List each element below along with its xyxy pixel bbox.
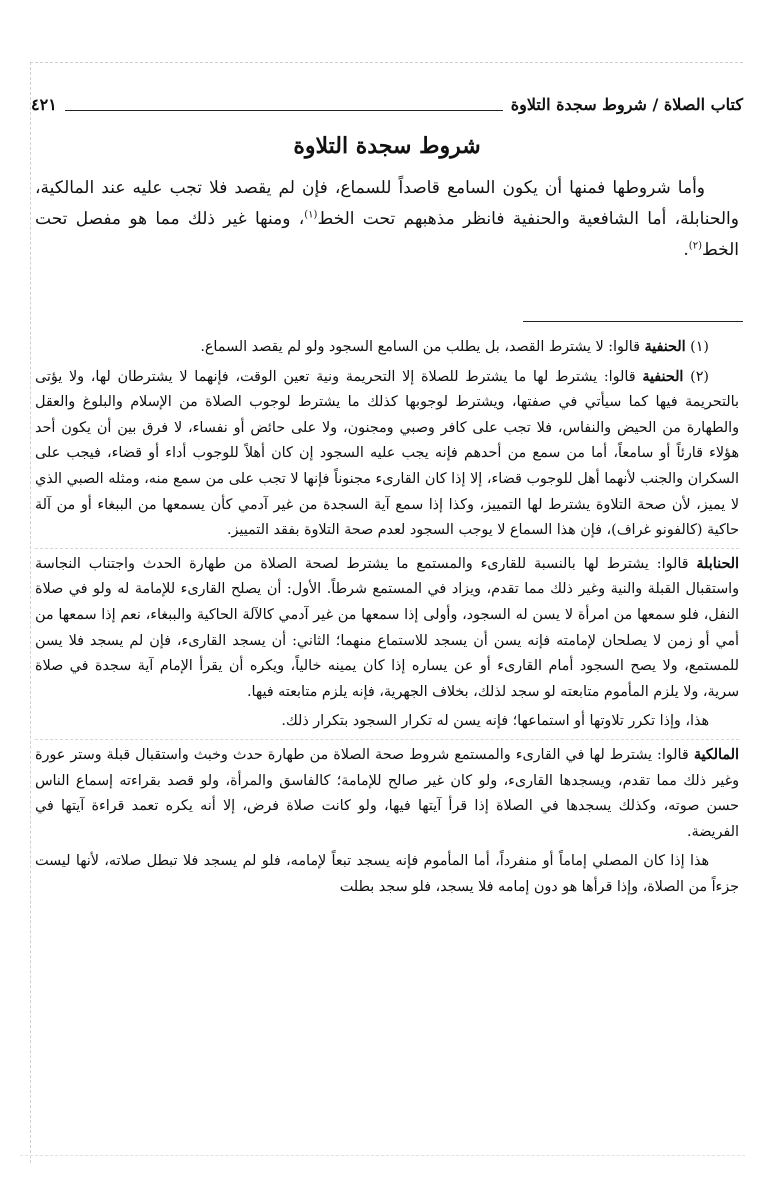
main-paragraph <box>35 173 739 266</box>
footnote-ref-1[interactable]: (١) <box>304 209 318 221</box>
section-note-repeat-text: هذا، وإذا تكرر تلاوتها أو استماعها؛ فإنه يسن له تكرار السجود بتكرار ذلك. <box>281 713 709 730</box>
section-note-imam-text: هذا إذا كان المصلي إماماً أو منفرداً، أما المأموم فإنه يسجد تبعاً لإمامه، فلو لم يسجد فلا تبطل صلاته، لأنها ليست جزءاً من الصلاة، وإذا قرأها هو دون إمامه فلا يسجد، فلو سجد بطلت <box>35 853 739 895</box>
footnote-separator <box>523 321 743 322</box>
main-paragraph-part1: وأما شروطها فمنها أن يكون السامع قاصداً للسماع، فإن لم يقصد فلا تجب عليه عند المالكية، والحنابلة، أما الشافعية والحنفية فانظر مذهبهم تحت الخط <box>35 178 739 229</box>
section-note-imam <box>35 849 739 900</box>
section-hanabila-text: قالوا: يشترط لها بالنسبة للقارىء والمستمع ما يشترط لصحة الصلاة من طهارة الحدث واجتناب النجاسة واستقبال القبلة والنية وغير ذلك مما تقدم، ويزاد في المستمع شرطاً. الأول: أن يصلح القارىء للإمامة له ولو في صلاة النفل، فلو سمعها من امرأة لا يسن له السجود، وأولى إذا سمعها من غير آدمي كالآلة الحاكية والببغاء، نعم إذا سمعها من أمي أو زمن لا يصلحان لإمامته فإنه يسن أن يسجد للاستماع منهما؛ الثاني: أن يسجد القارىء، فإن لم يسجد فلا يسن للمستمع، ولا يصح السجود أمام القارىء أو عن يساره إذا كان يمينه خالياً، ويكره أن يقرأ الإمام آية سجدة في صلاة سرية، ولا يلزم المأموم متابعته لو سجد لذلك، بخلاف الجهرية، فإنه يلزم متابعته فيها. <box>35 555 739 700</box>
section-divider <box>35 548 739 549</box>
section-hanabila-school: الحنابلة <box>696 555 739 572</box>
footnote-2-number: (٢) <box>690 368 709 385</box>
footnote-2 <box>35 365 739 544</box>
header-rule <box>65 98 503 111</box>
footnote-1-school: الحنفية <box>644 339 686 355</box>
main-paragraph-end: . <box>683 240 689 260</box>
footnote-2-text: قالوا: يشترط لها ما يشترط للصلاة إلا التحريمة ونية تعين الوقت، فإنهما لا يشترطان لها، ولا يؤتى بالتحريمة فيها كما سيأتي في صفتها، ويشترط لوجوبها كذلك ما يشترط لوجوب الصلاة من الإسلام والبلوغ والعقل والطهارة من الحيض والنفاس، فلا تجب على كافر وصبي ومجنون، ولا على حائض أو نفساء، لا فرق بين أن يكون أحد هؤلاء قارئاً أو سامعاً، أما من سمع من أحدهم فإنه يجب عليه السجود إن كان أهلاً للوجوب أداء أو قضاء، فيجب على السكران والجنب لأنهما أهل للوجوب قضاء، إلا إذا كان القارىء مجنوناً فإنها لا تجب على من سمع منه، ومثله الصبي الذي لا يميز، لأن صحة التلاوة يشترط لها التمييز، وكذا إذا سمع آية السجدة من غير آدمي كأن يسمعها من الببغاء أو من آلة حاكية (كالفونو غراف)، فإن هذا السماع لا يوجب السجود لعدم صحة التلاوة بفقد التمييز. <box>35 368 739 539</box>
section-divider <box>35 739 739 740</box>
book-page <box>30 62 743 1163</box>
section-note-repeat <box>35 709 739 735</box>
page-number: ٤٢١ <box>31 94 57 114</box>
section-malikiyya-school: المالكية <box>693 746 739 763</box>
footnote-ref-2[interactable]: (٢) <box>688 240 702 252</box>
main-text <box>35 173 739 266</box>
section-hanabila <box>35 552 739 706</box>
footnote-1 <box>35 335 739 361</box>
footnote-1-text: قالوا: لا يشترط القصد، بل يطلب من السامع السجود ولو لم يقصد السماع. <box>200 339 645 355</box>
footnote-1-number: (١) <box>690 339 709 355</box>
running-header <box>31 89 743 119</box>
section-malikiyya-text: قالوا: يشترط لها في القارىء والمستمع شروط صحة الصلاة من طهارة حدث وخبث واستقبال قبلة وستر عورة وغير ذلك مما تقدم، ويسجدها القارىء، ولو كان غير صالح للإمامة؛ كالفاسق والمرأة، ولو قصد بقراءته إسماع الناس حسن صوته، وكذلك يسجدها في الصلاة إذا قرأ آيتها فيها، ولو كانت صلاة فرض، إلا أنه يكره تعمد قراءة آيتها في الفريضة. <box>35 746 739 840</box>
footnote-2-school: الحنفية <box>642 368 684 385</box>
main-paragraph-part2: ، ومنها غير ذلك مما هو مفصل تحت الخط <box>35 209 739 260</box>
footnotes-area <box>35 335 739 904</box>
section-title: شروط سجدة التلاوة <box>293 133 481 159</box>
running-title: كتاب الصلاة / شروط سجدة التلاوة <box>510 94 743 114</box>
section-malikiyya <box>35 743 739 845</box>
page-bottom-edge <box>20 1155 745 1168</box>
